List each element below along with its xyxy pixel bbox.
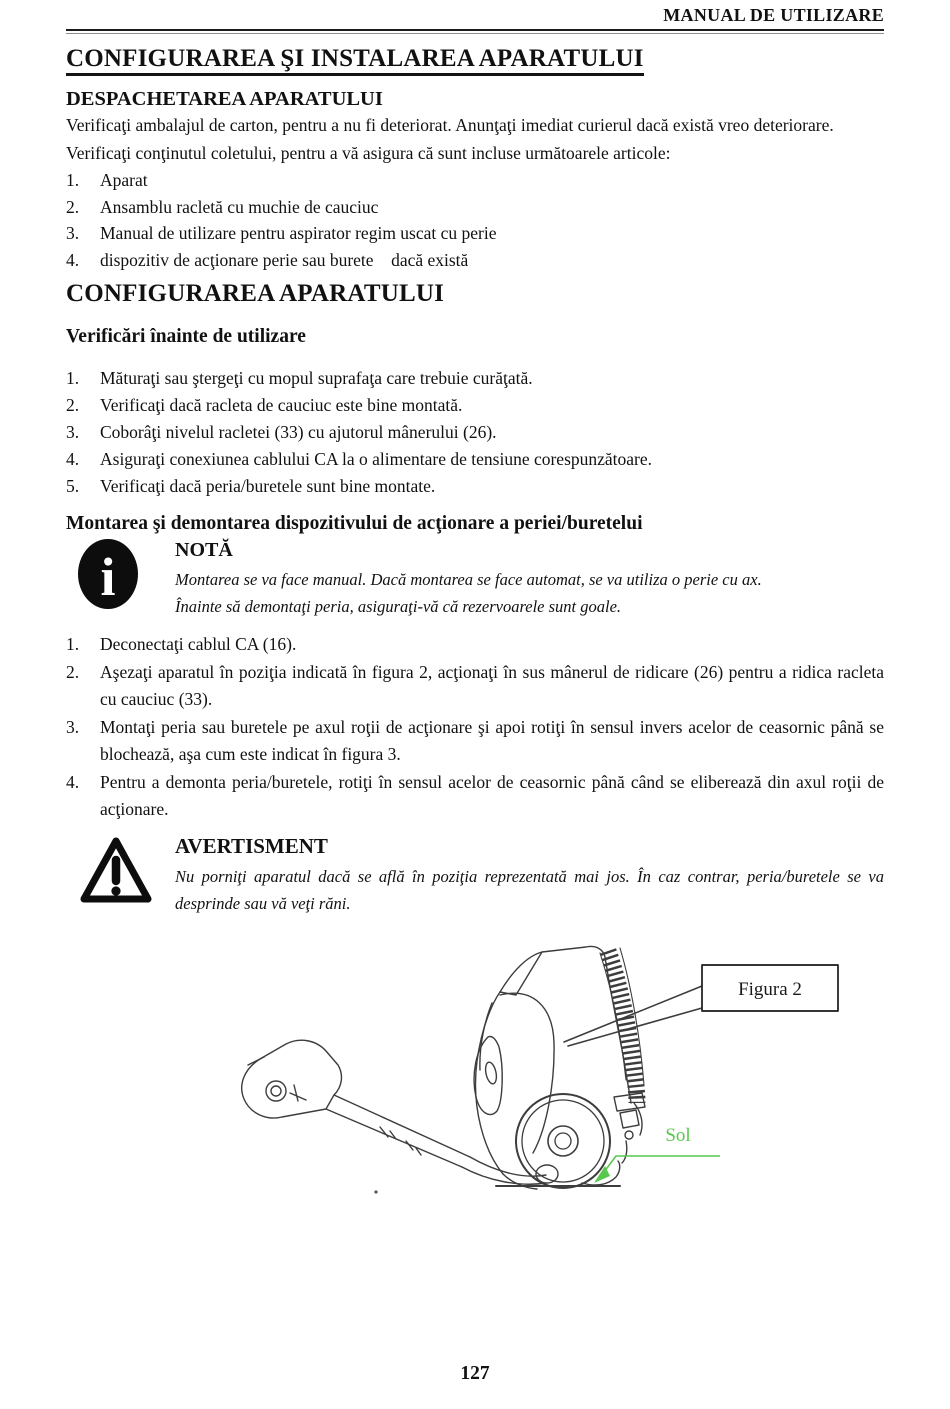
list-item	[66, 365, 884, 392]
warning-text: Nu porniţi aparatul dacă se află în poziţia reprezentată mai jos. În caz contrar, peria/buretele se va desprinde sau vă veţi răni.	[175, 866, 884, 913]
list-item-text: dispozitiv de acţionare perie sau burete dacă există	[100, 249, 469, 270]
list-item-number: 1.	[66, 368, 80, 388]
list-item-number: 2.	[66, 395, 80, 415]
list-item	[66, 631, 884, 659]
list-item	[66, 769, 884, 824]
list-item	[66, 419, 884, 446]
section-heading-unpacking: DESPACHETAREA APARATULUI	[66, 88, 383, 110]
list-item-text: Pentru a demonta peria/buretele, rotiţi în sensul acelor de ceasornic până când se eliberează din axul roţii de acţionare.	[100, 771, 884, 819]
page-title	[66, 45, 884, 73]
paragraph-contents: Verificaţi conţinutul coletului, pentru a vă asigura că sunt incluse următoarele articole:	[66, 143, 671, 163]
list-item-text: Aşezaţi aparatul în poziţia indicată în figura 2, acţionaţi în sus mânerul de ridicare (26) pentru a ridica racleta cu cauciuc (33).	[100, 661, 884, 709]
list-item-number: 4.	[66, 449, 80, 469]
doc-header-title: MANUAL DE UTILIZARE	[663, 5, 884, 25]
list-item-text: Montaţi peria sau buretele pe axul roţii de acţionare şi apoi rotiţi în sensul invers acelor de ceasornic până se blochează, aşa cum este indicat în figura 3.	[100, 716, 884, 764]
section-heading-setup: CONFIGURAREA APARATULUI	[66, 280, 445, 307]
list-item-number: 5.	[66, 476, 80, 496]
steps-list	[66, 631, 884, 824]
list-item	[66, 247, 884, 274]
warning-title: AVERTISMENT	[175, 833, 328, 858]
list-item-number: 1.	[66, 170, 80, 190]
list-item-number: 2.	[66, 196, 80, 217]
note-line-1: Montarea se va face manual. Dacă montarea se face automat, se va utiliza o perie cu ax.	[175, 570, 762, 589]
header-rule	[66, 29, 884, 34]
list-item-number: 3.	[66, 716, 80, 737]
page-title-text: CONFIGURAREA ŞI INSTALAREA APARATULUI	[66, 45, 644, 76]
nozzle-head	[242, 1040, 342, 1118]
note-title: NOTĂ	[175, 539, 233, 561]
list-item-text: Aparat	[100, 170, 148, 190]
list-item	[66, 446, 884, 473]
list-item-number: 3.	[66, 422, 80, 442]
machine-body-outline	[476, 946, 610, 1174]
handle-wand	[326, 1095, 558, 1184]
list-item	[66, 167, 884, 194]
list-item-text: Verificaţi dacă peria/buretele sunt bine montate.	[100, 476, 436, 496]
list-item-text: Coborâţi nivelul racletei (33) cu ajutorul mânerului (26).	[100, 422, 497, 442]
list-item-number: 3.	[66, 223, 80, 243]
unpacking-list	[66, 167, 884, 273]
list-item	[66, 194, 884, 221]
list-item-number: 4.	[66, 249, 80, 270]
page-number: 127	[460, 1363, 490, 1384]
list-item-text: Asiguraţi conexiunea cablului CA la o alimentare de tensiune corespunzătoare.	[100, 449, 653, 469]
ground-label: Sol	[665, 1124, 691, 1146]
warning-callout	[66, 834, 884, 917]
list-item-number: 2.	[66, 661, 80, 682]
list-item-text: Măturaţi sau ştergeţi cu mopul suprafaţa care trebuie curăţată.	[100, 368, 533, 388]
list-item-number: 4.	[66, 771, 80, 792]
paragraph-carton: Verificaţi ambalajul de carton, pentru a nu fi deteriorat. Anunţaţi imediat curierul dacă există vreo deteriorare.	[66, 115, 834, 135]
list-item-text: Deconectaţi cablul CA (16).	[100, 634, 297, 654]
list-item	[66, 714, 884, 769]
list-item-text: Verificaţi dacă racleta de cauciuc este bine montată.	[100, 395, 463, 415]
subheading-mounting: Montarea şi demontarea dispozitivului de acţionare a periei/buretelui	[66, 513, 643, 534]
figure-label: Figura 2	[738, 978, 802, 1000]
checks-list	[66, 365, 884, 500]
wheel	[516, 1094, 610, 1188]
list-item	[66, 473, 884, 500]
note-line-2: Înainte să demontaţi peria, asiguraţi-vă că rezervoarele sunt goale.	[175, 597, 622, 616]
list-item-number: 1.	[66, 634, 80, 654]
subheading-checks: Verificări înainte de utilizare	[66, 326, 306, 347]
figure-2-area	[66, 945, 884, 1227]
svg-text:i: i	[100, 547, 116, 607]
list-item-text: Manual de utilizare pentru aspirator regim uscat cu perie	[100, 223, 497, 243]
list-item	[66, 392, 884, 419]
warning-icon-column	[66, 834, 175, 917]
note-callout	[66, 538, 884, 620]
list-item-text: Ansamblu racletă cu muchie de cauciuc	[100, 196, 379, 217]
note-icon-column	[66, 538, 175, 620]
list-item	[66, 220, 884, 247]
info-icon	[77, 538, 139, 610]
machine-illustration	[230, 945, 870, 1227]
warning-triangle-icon	[77, 834, 155, 910]
list-item	[66, 659, 884, 714]
